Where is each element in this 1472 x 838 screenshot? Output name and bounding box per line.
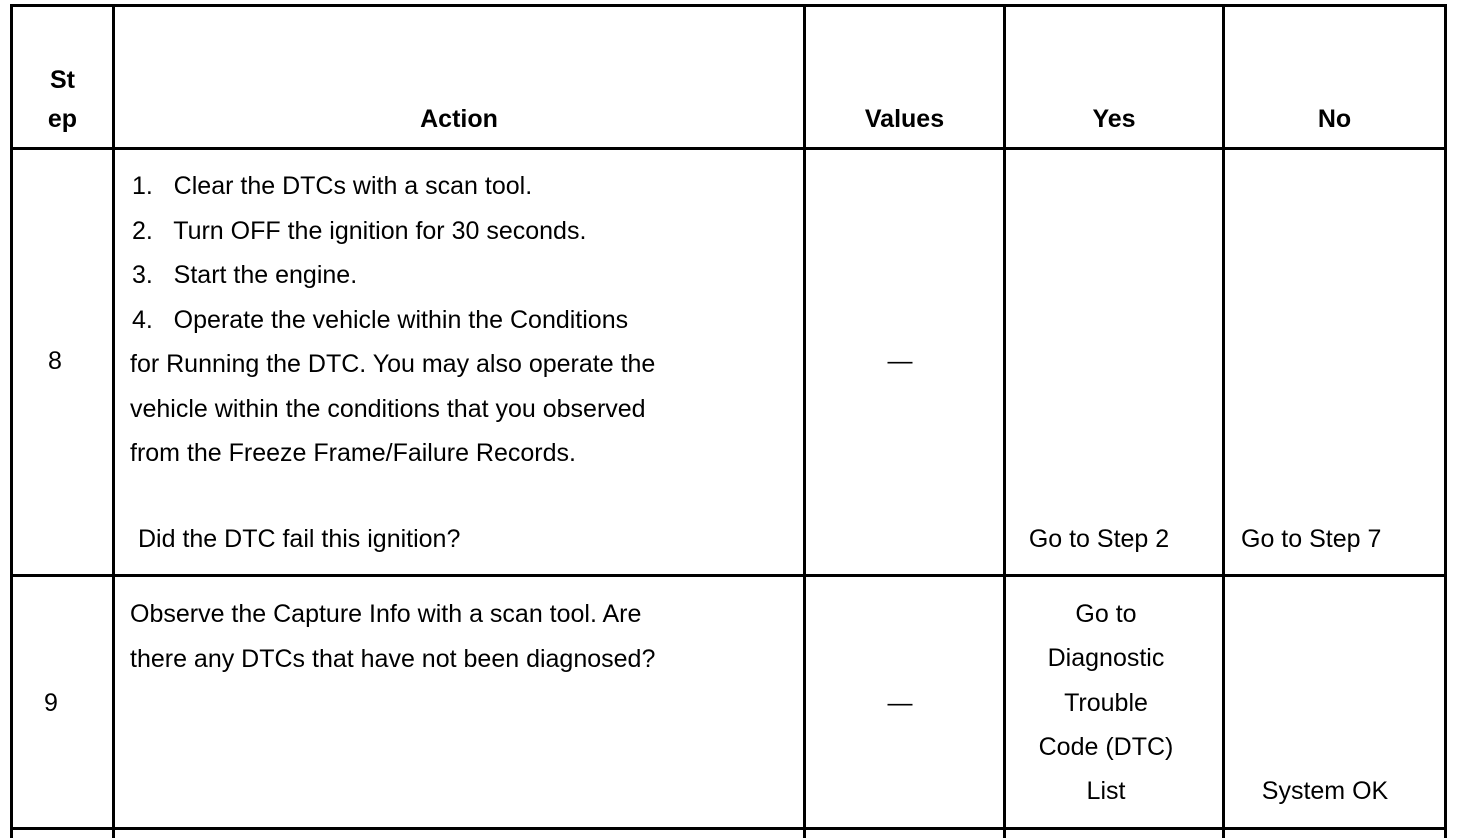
- row-9-action-line-1: Observe the Capture Info with a scan tool. Are: [130, 600, 642, 628]
- row-8-action-line-7: from the Freeze Frame/Failure Records.: [130, 439, 576, 467]
- row-8-no: Go to Step 7: [1241, 525, 1382, 553]
- header-values: Values: [864, 105, 945, 133]
- row-9-yes-line-2: Diagnostic: [1047, 644, 1165, 672]
- row-9-action-line-2: there any DTCs that have not been diagnosed?: [130, 645, 656, 673]
- header-bottom-border: [10, 147, 1447, 150]
- row-9-yes-line-3: Trouble: [1064, 689, 1148, 717]
- header-step-line2: ep: [47, 105, 78, 133]
- row-8-bottom-border: [10, 574, 1447, 577]
- row-9-yes-line-4: Code (DTC): [1038, 733, 1174, 761]
- row-9-no: System OK: [1261, 777, 1389, 805]
- row-9-yes-line-1: Go to: [1075, 600, 1137, 628]
- table-right-border: [1444, 4, 1447, 838]
- header-action: Action: [420, 105, 498, 133]
- row-8-action-line-6: vehicle within the conditions that you observed: [130, 395, 646, 423]
- table-top-border: [10, 4, 1447, 7]
- row-8-action-line-2: 2. Turn OFF the ignition for 30 seconds.: [132, 217, 587, 245]
- row-8-question: Did the DTC fail this ignition?: [138, 525, 461, 553]
- row-8-values: —: [887, 347, 913, 375]
- row-9-values: —: [887, 689, 913, 717]
- row-9-step-number: 9: [44, 689, 58, 717]
- header-no: No: [1317, 105, 1352, 133]
- header-yes: Yes: [1092, 105, 1136, 133]
- header-step-line1: St: [50, 66, 75, 94]
- row-8-action-line-1: 1. Clear the DTCs with a scan tool.: [132, 172, 533, 200]
- row-8-action-line-3: 3. Start the engine.: [132, 261, 358, 289]
- row-8-action-line-5: for Running the DTC. You may also operate the: [130, 350, 656, 378]
- row-8-action-line-4: 4. Operate the vehicle within the Conditions: [132, 306, 629, 334]
- row-8-step-number: 8: [48, 347, 62, 375]
- row-8-yes: Go to Step 2: [1028, 525, 1170, 553]
- row-9-bottom-border: [10, 827, 1447, 830]
- row-9-yes-line-5: List: [1086, 777, 1126, 805]
